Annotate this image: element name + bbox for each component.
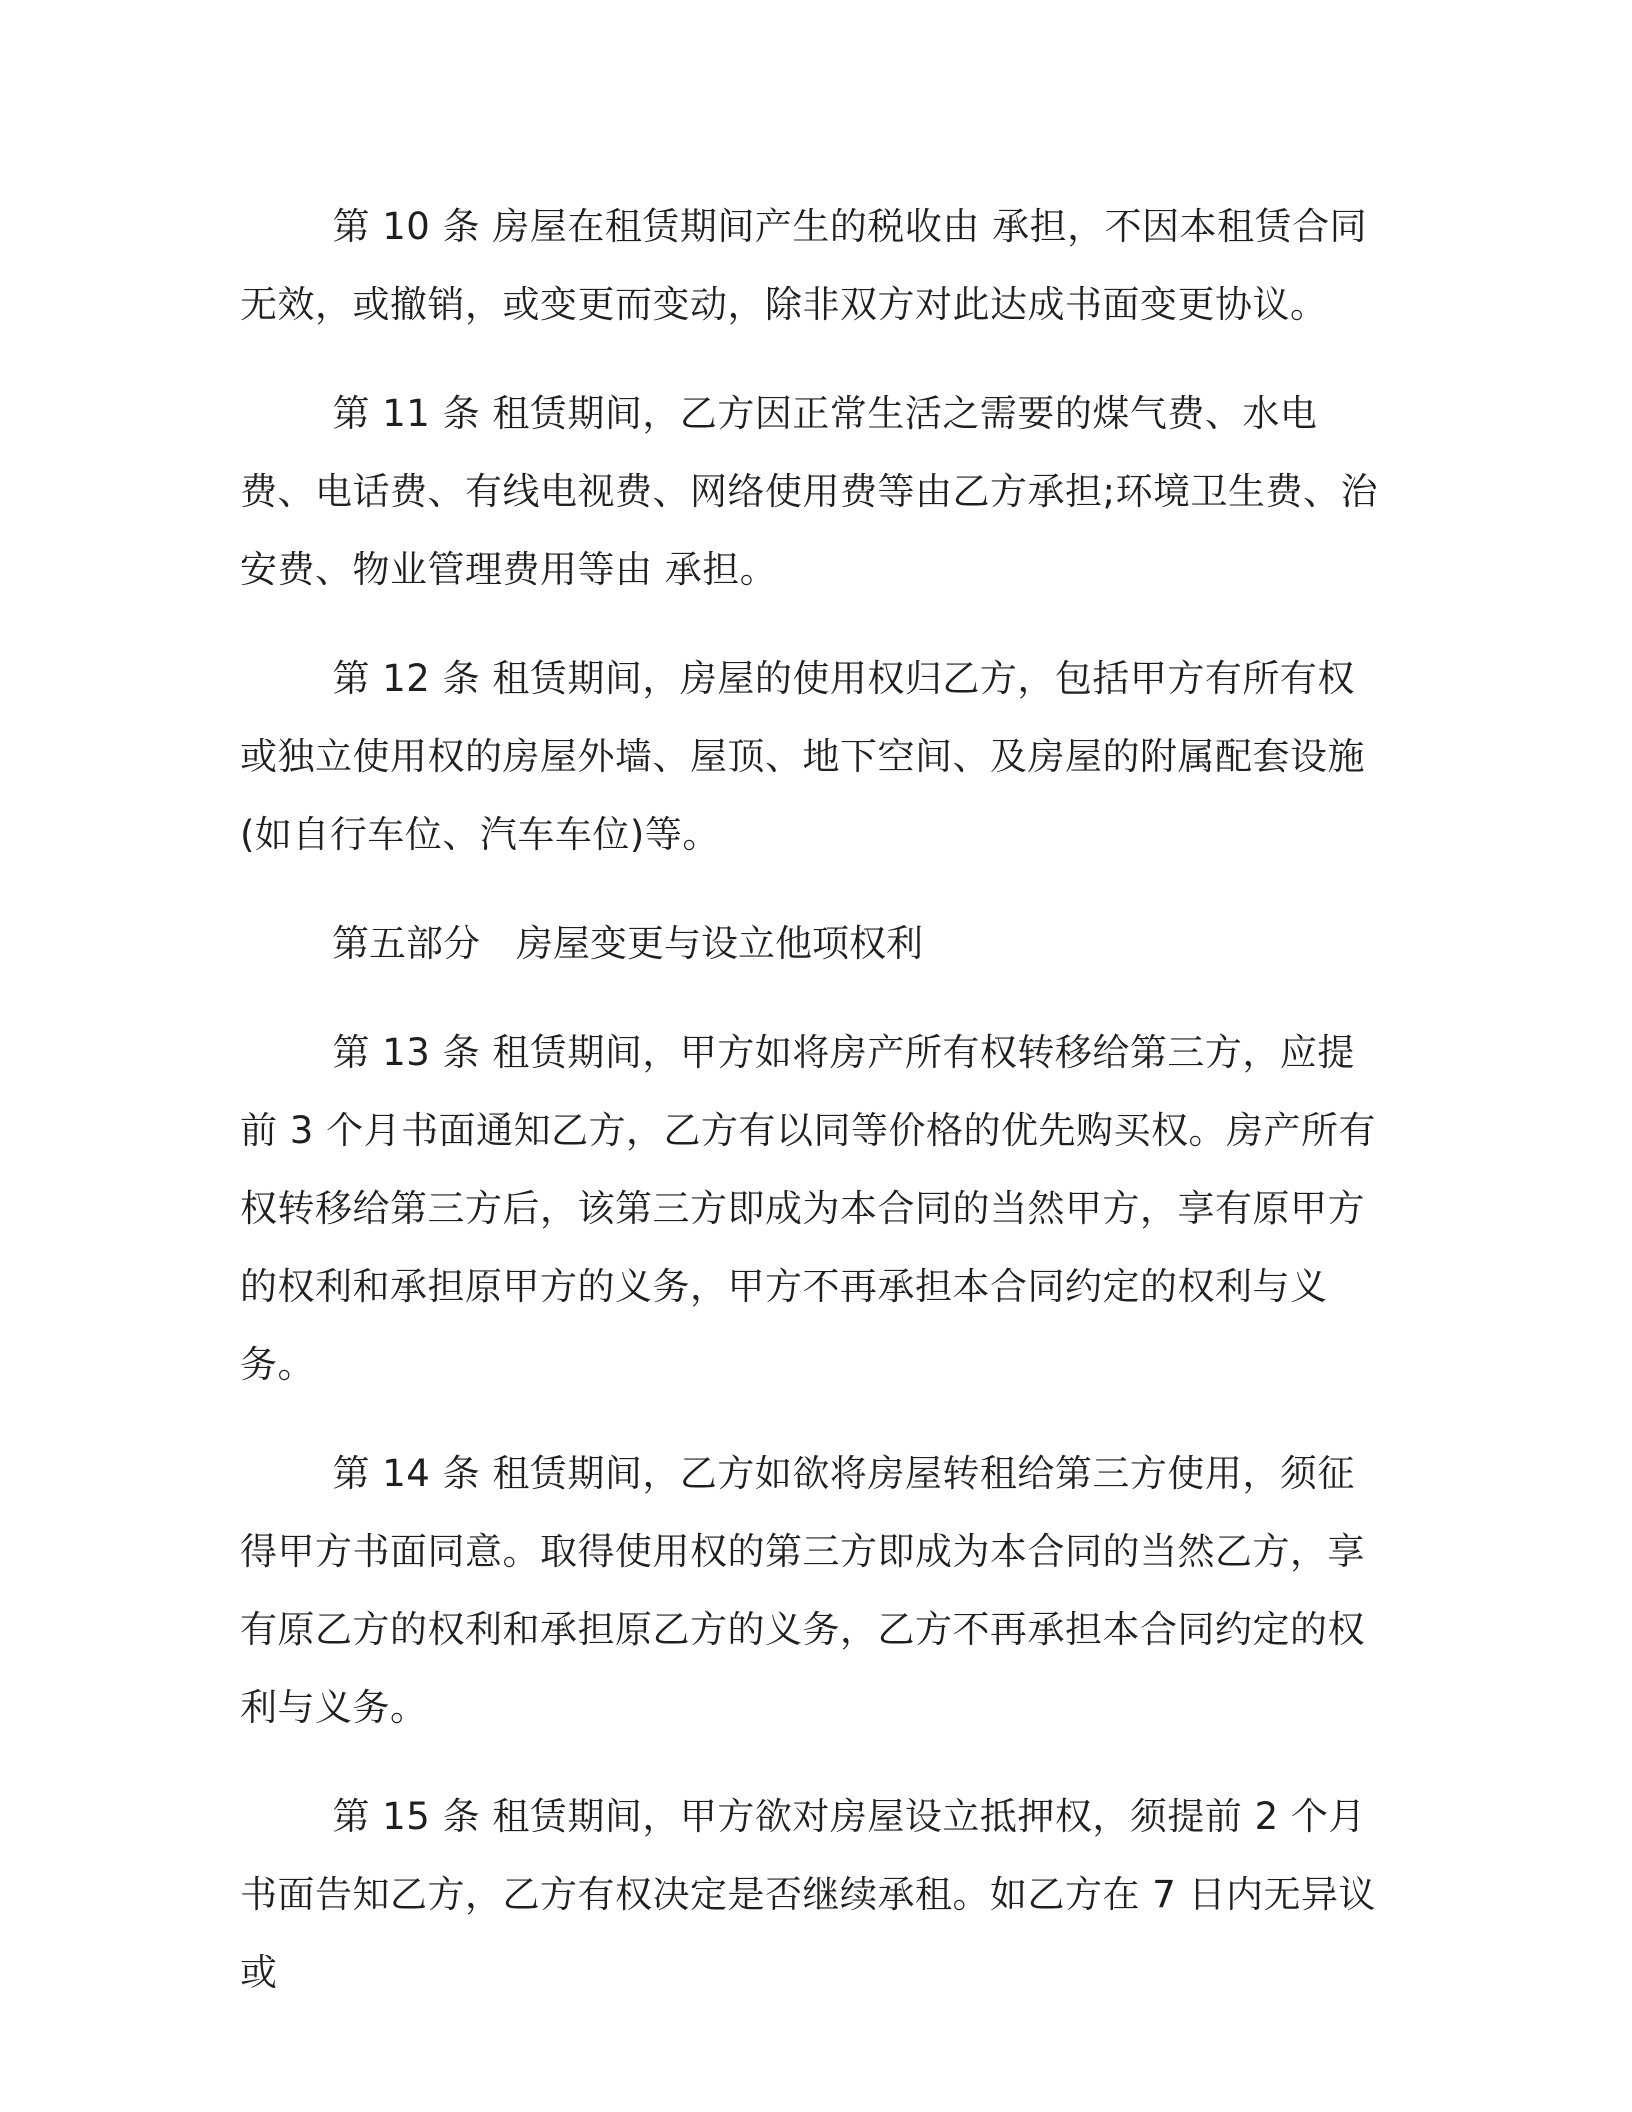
section-title: 房屋变更与设立他项权利 <box>516 922 923 965</box>
article-11-paragraph: 第 11 条 租赁期间，乙方因正常生活之需要的煤气费、水电费、电话费、有线电视费、网络使用费等由乙方承担;环境卫生费、治安费、物业管理费用等由 承担。 <box>240 392 1378 591</box>
section-part-label: 第五部分 <box>332 922 480 965</box>
article-15-paragraph: 第 15 条 租赁期间，甲方欲对房屋设立抵押权，须提前 2 个月书面告知乙方，乙方有权决定是否继续承租。如乙方在 7 日内无异议或 <box>240 1795 1377 1994</box>
article-14-paragraph: 第 14 条 租赁期间，乙方如欲将房屋转租给第三方使用，须征得甲方书面同意。取得使用权的第三方即成为本合同的当然乙方，享有原乙方的权利和承担原乙方的义务，乙方不再承担本合同约定的权利与义务。 <box>240 1452 1365 1729</box>
article-12-paragraph: 第 12 条 租赁期间，房屋的使用权归乙方，包括甲方有所有权或独立使用权的房屋外墙、屋顶、地下空间、及房屋的附属配套设施(如自行车位、汽车车位)等。 <box>240 657 1365 856</box>
section-heading <box>240 905 1388 983</box>
document-page <box>240 188 1388 2012</box>
article-13-paragraph: 第 13 条 租赁期间，甲方如将房产所有权转移给第三方，应提前 3 个月书面通知乙方，乙方有以同等价格的优先购买权。房产所有权转移给第三方后，该第三方即成为本合同的当然甲方，享有原甲方的权利和承担原甲方的义务，甲方不再承担本合同约定的权利与义务。 <box>240 1031 1377 1386</box>
article-10-paragraph: 第 10 条 房屋在租赁期间产生的税收由 承担，不因本租赁合同无效，或撤销，或变更而变动，除非双方对此达成书面变更协议。 <box>240 205 1368 326</box>
